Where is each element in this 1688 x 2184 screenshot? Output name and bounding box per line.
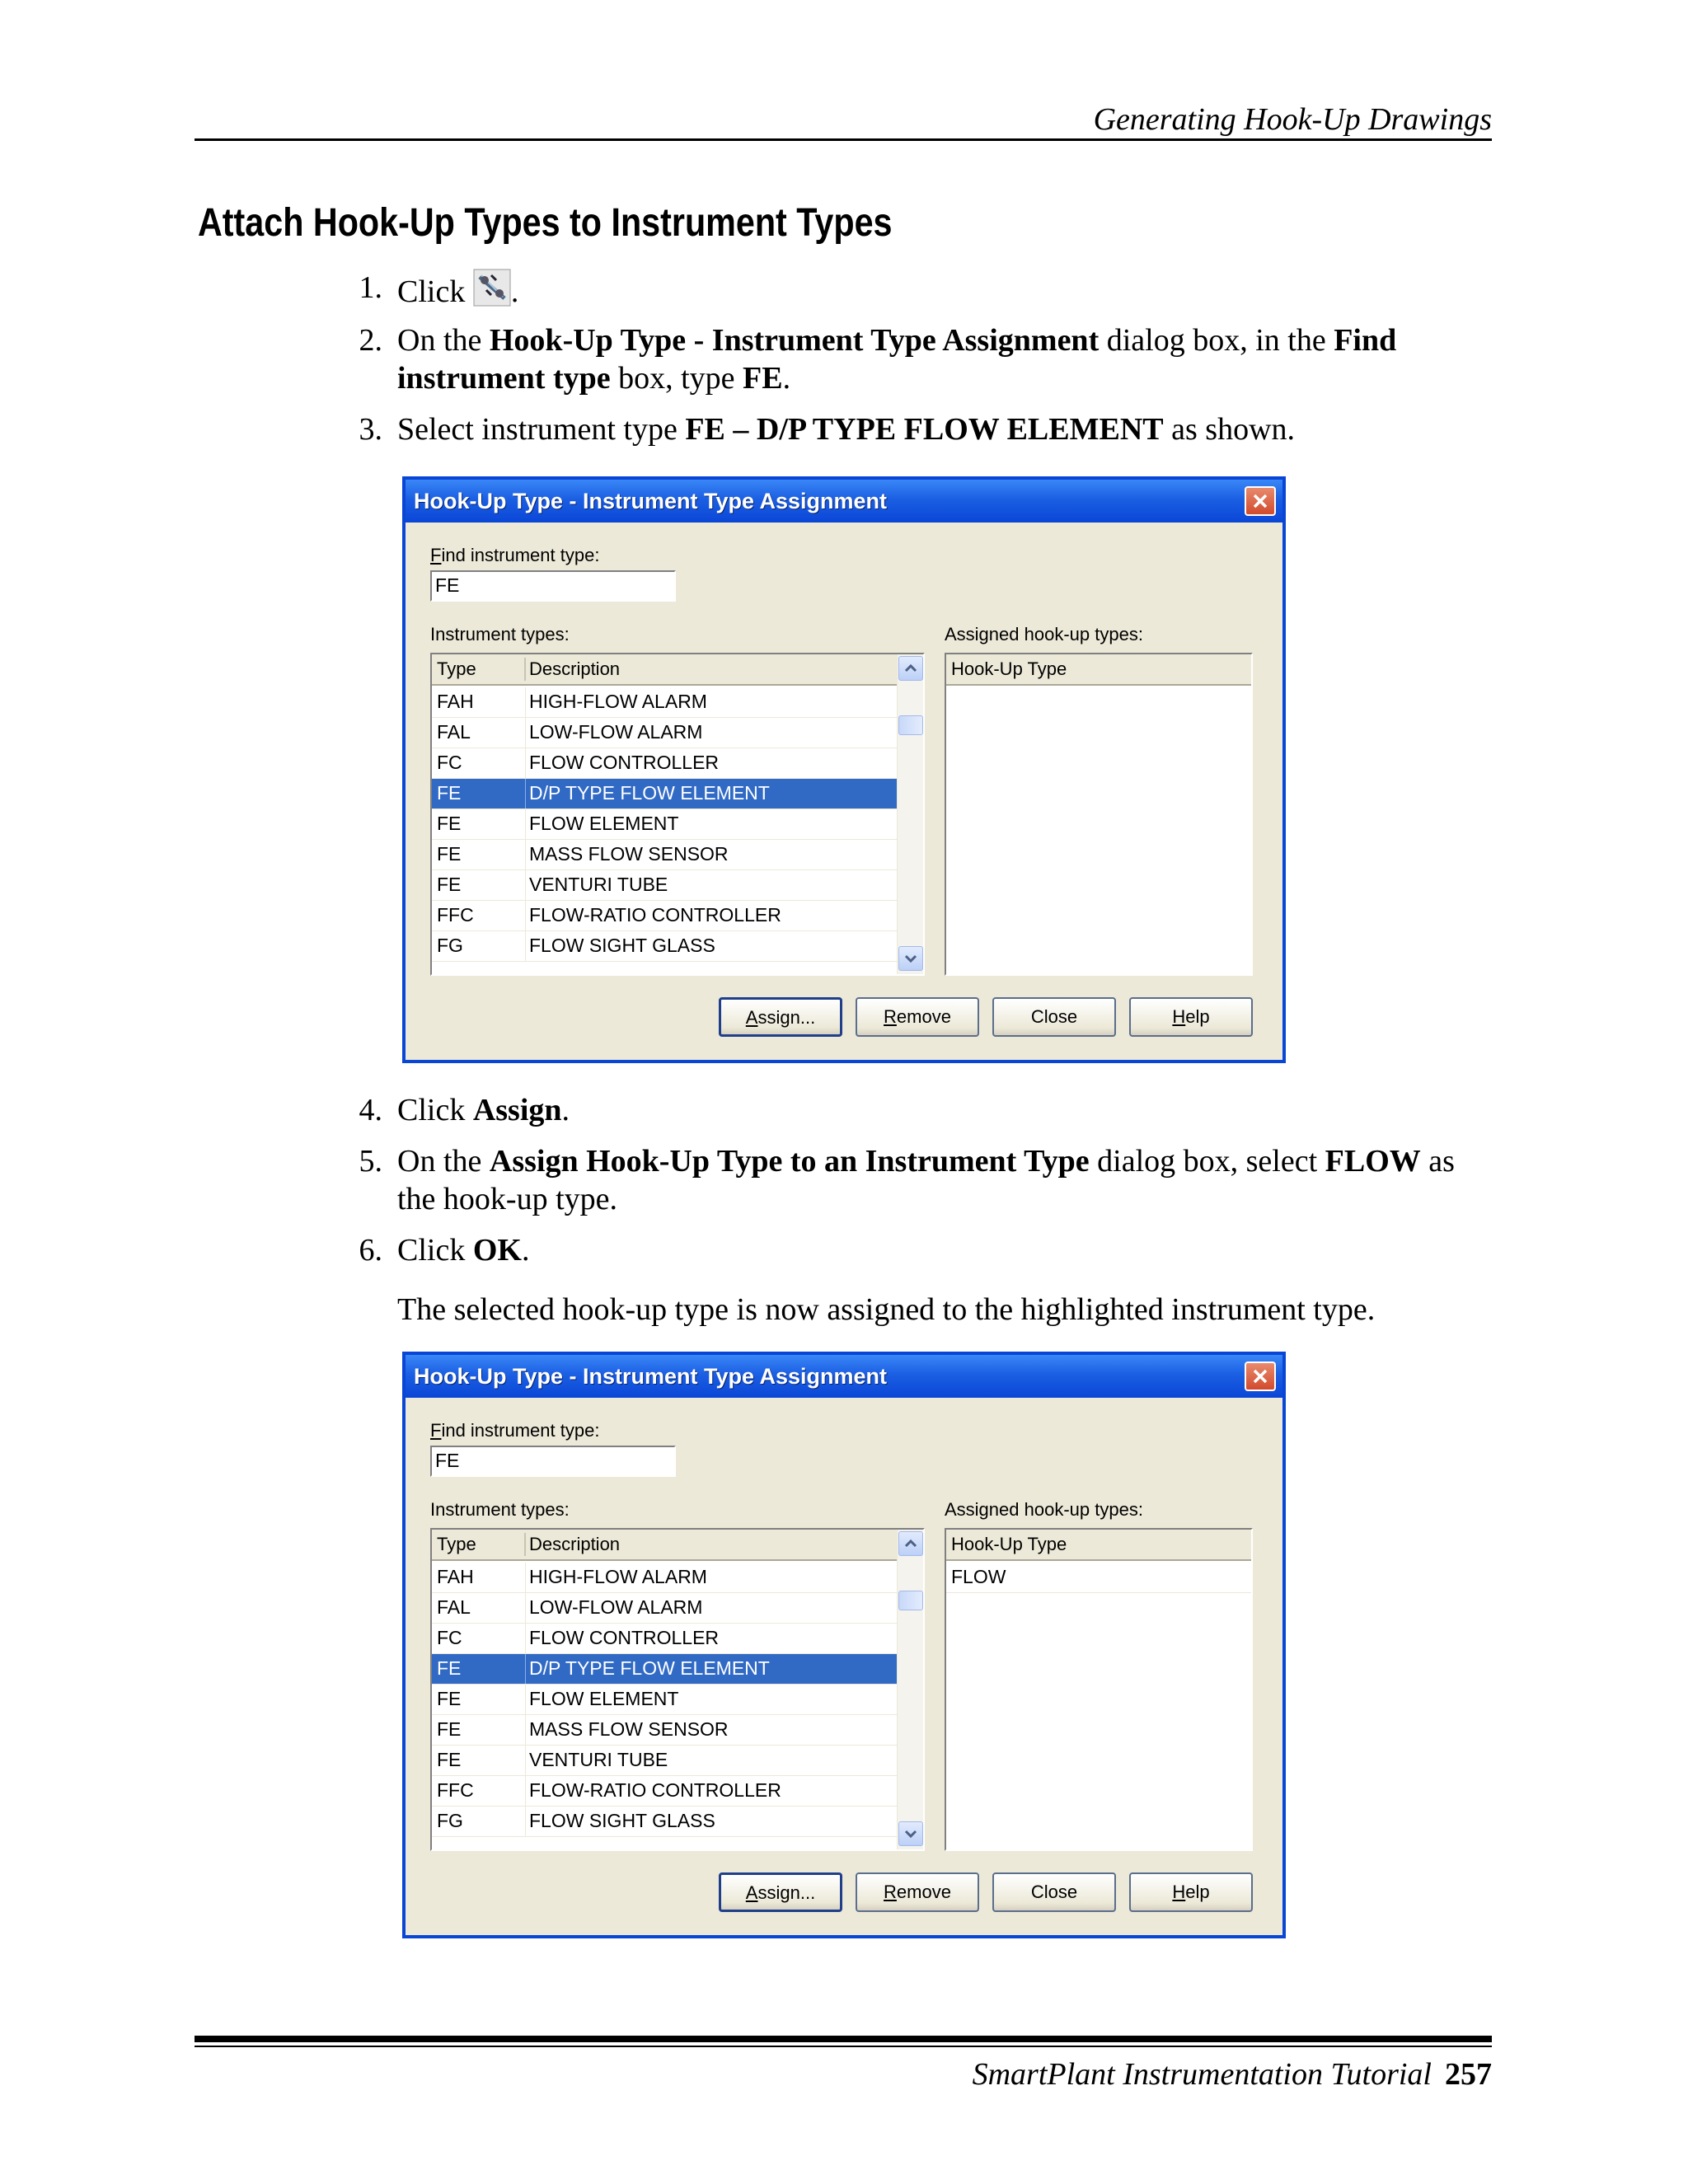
assigned-hookup-row[interactable]: FLOW (946, 1563, 1251, 1593)
page-number: 257 (1445, 2057, 1492, 2092)
vertical-scrollbar[interactable] (897, 654, 924, 974)
step-text: . (561, 1093, 570, 1127)
table-row[interactable]: FC FLOW CONTROLLER (432, 1624, 897, 1654)
chevron-up-icon (899, 1532, 922, 1555)
table-row[interactable]: FC FLOW CONTROLLER (432, 748, 897, 779)
list-header (432, 1530, 897, 1561)
table-row-selected[interactable]: FE D/P TYPE FLOW ELEMENT (432, 1654, 897, 1685)
column-header-description[interactable]: Description (529, 658, 621, 679)
close-button[interactable]: Close (992, 997, 1116, 1037)
table-row[interactable]: FE MASS FLOW SENSOR (432, 1715, 897, 1746)
list-header (946, 654, 1251, 686)
table-row[interactable]: FE VENTURI TUBE (432, 1746, 897, 1776)
find-instrument-type-input[interactable]: FE (430, 1446, 676, 1477)
column-header-type[interactable]: Type (437, 658, 476, 679)
scroll-up-button[interactable] (898, 1531, 923, 1556)
assigned-hookup-types-list[interactable] (945, 1528, 1253, 1851)
step-text: . (521, 1233, 530, 1268)
remove-button[interactable]: Remove (856, 997, 979, 1037)
step-bold: FLOW (1325, 1144, 1421, 1179)
list-header (946, 1530, 1251, 1561)
help-button[interactable]: Help (1129, 997, 1253, 1037)
table-row[interactable]: FE VENTURI TUBE (432, 870, 897, 901)
step-number: 1. (359, 270, 382, 305)
step-number: 6. (359, 1233, 382, 1268)
close-window-button[interactable] (1245, 486, 1276, 516)
step-text: dialog box, in the (1099, 323, 1334, 358)
step-bold: Assign (472, 1093, 562, 1127)
assign-button[interactable]: Assign... (719, 997, 842, 1037)
dialog-title: Hook-Up Type - Instrument Type Assignment (414, 489, 888, 513)
table-row-selected[interactable]: FE D/P TYPE FLOW ELEMENT (432, 779, 897, 809)
footer-rule (195, 2036, 1492, 2042)
step-bold: FE – D/P TYPE FLOW ELEMENT (685, 412, 1164, 447)
step-number: 5. (359, 1144, 382, 1179)
assigned-hookup-types-label: Assigned hook-up types: (945, 1499, 1143, 1520)
page-footer (195, 2052, 1492, 2097)
table-row[interactable]: FG FLOW SIGHT GLASS (432, 931, 897, 962)
dialog-titlebar[interactable] (406, 480, 1282, 523)
table-row[interactable]: FE MASS FLOW SENSOR (432, 840, 897, 870)
instrument-types-list[interactable] (430, 1528, 925, 1851)
table-row[interactable]: FFC FLOW-RATIO CONTROLLER (432, 1776, 897, 1807)
hookup-assign-icon[interactable] (473, 269, 511, 307)
step-text: On the (397, 323, 490, 358)
find-instrument-type-input[interactable]: FE (430, 570, 676, 602)
find-instrument-type-label: Find instrument type: (430, 1420, 600, 1441)
dialog-title: Hook-Up Type - Instrument Type Assignment (414, 1364, 888, 1389)
list-header (432, 654, 897, 686)
running-header: Generating Hook-Up Drawings (1093, 102, 1492, 137)
vertical-scrollbar[interactable] (897, 1530, 924, 1849)
assign-button[interactable]: Assign... (719, 1872, 842, 1912)
scroll-thumb[interactable] (898, 1591, 923, 1610)
step-text: Select instrument type (397, 412, 686, 447)
table-row[interactable]: FE FLOW ELEMENT (432, 809, 897, 840)
scroll-down-button[interactable] (898, 1821, 923, 1846)
step-text: On the (397, 1144, 490, 1179)
column-header-hookup-type[interactable]: Hook-Up Type (951, 658, 1067, 679)
table-row[interactable]: FG FLOW SIGHT GLASS (432, 1807, 897, 1837)
instrument-types-label: Instrument types: (430, 624, 570, 644)
step-bold: Hook-Up Type - Instrument Type Assignment (489, 323, 1100, 358)
assigned-hookup-types-list[interactable] (945, 653, 1253, 976)
scroll-up-button[interactable] (898, 656, 923, 681)
step-bold: Assign Hook-Up Type to an Instrument Type (489, 1144, 1090, 1179)
chevron-down-icon (899, 947, 922, 970)
footer-title: SmartPlant Instrumentation Tutorial (972, 2057, 1432, 2092)
table-row[interactable]: FAL LOW-FLOW ALARM (432, 1593, 897, 1624)
instrument-types-list[interactable] (430, 653, 925, 976)
instrument-types-label: Instrument types: (430, 1499, 570, 1520)
close-icon (1251, 1367, 1269, 1385)
close-button[interactable]: Close (992, 1872, 1116, 1912)
result-paragraph: The selected hook-up type is now assigned to the highlighted instrument type. (397, 1292, 1376, 1327)
step-number: 2. (359, 323, 382, 358)
assigned-hookup-types-label: Assigned hook-up types: (945, 624, 1143, 644)
close-icon (1251, 492, 1269, 510)
table-row[interactable]: FE FLOW ELEMENT (432, 1685, 897, 1715)
step-bold: FE (743, 361, 783, 396)
close-window-button[interactable] (1245, 1361, 1276, 1391)
assignment-dialog-after (402, 1352, 1286, 1938)
scroll-thumb[interactable] (898, 715, 923, 735)
table-row[interactable]: FFC FLOW-RATIO CONTROLLER (432, 901, 897, 931)
table-row[interactable]: FAH HIGH-FLOW ALARM (432, 687, 897, 718)
chevron-down-icon (899, 1822, 922, 1845)
step-text: as shown. (1163, 412, 1296, 447)
footer-rule-thin (195, 2046, 1492, 2047)
find-instrument-type-label: Find instrument type: (430, 545, 600, 565)
remove-button[interactable]: Remove (856, 1872, 979, 1912)
header-rule (195, 138, 1492, 141)
table-row[interactable]: FAH HIGH-FLOW ALARM (432, 1563, 897, 1593)
step-bold: Find instrument type (397, 323, 1397, 396)
step-text: as the hook-up type. (397, 1144, 1455, 1216)
section-heading: Attach Hook-Up Types to Instrument Types (198, 201, 893, 245)
scroll-down-button[interactable] (898, 946, 923, 971)
column-header-description[interactable]: Description (529, 1534, 621, 1554)
column-header-hookup-type[interactable]: Hook-Up Type (951, 1534, 1067, 1554)
chevron-up-icon (899, 657, 922, 680)
step-text: Click (397, 1233, 473, 1268)
step-number: 4. (359, 1093, 382, 1127)
help-button[interactable]: Help (1129, 1872, 1253, 1912)
step-text: dialog box, select (1089, 1144, 1325, 1179)
dialog-titlebar[interactable] (406, 1355, 1282, 1398)
assignment-dialog-before (402, 476, 1286, 1063)
step-text: . (782, 361, 791, 396)
step-text: box, type (610, 361, 743, 396)
step-bold: OK (472, 1233, 522, 1268)
step-text: Click (397, 1093, 473, 1127)
step-text: Click (397, 274, 473, 309)
step-text: . (510, 274, 519, 309)
step-number: 3. (359, 412, 382, 447)
column-header-type[interactable]: Type (437, 1534, 476, 1554)
table-row[interactable]: FAL LOW-FLOW ALARM (432, 718, 897, 748)
